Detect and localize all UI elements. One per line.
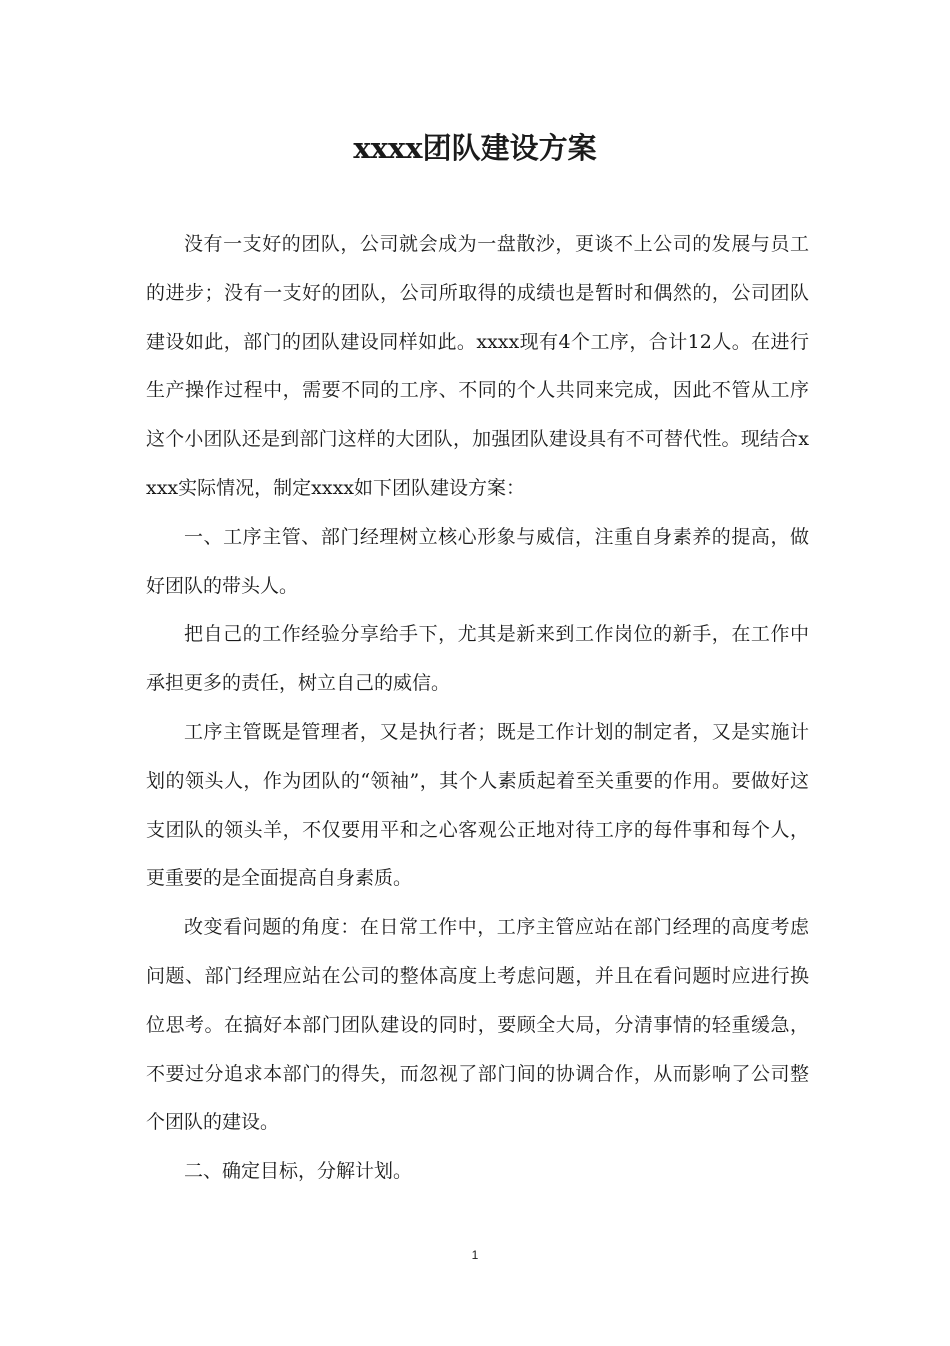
document-body <box>146 220 809 1196</box>
paragraph-intro: 没有一支好的团队，公司就会成为一盘散沙，更谈不上公司的发展与员工的进步；没有一支好的团队，公司所取得的成绩也是暂时和偶然的，公司团队建设如此，部门的团队建设同样如此。xxxx现有4个工序，合计12人。在进行生产操作过程中，需要不同的工序、不同的个人共同来完成，因此不管从工序这个小团队还是到部门这样的大团队，加强团队建设具有不可替代性。现结合xxxx实际情况，制定xxxx如下团队建设方案： <box>146 233 809 499</box>
paragraph-section-two-heading: 二、确定目标，分解计划。 <box>184 1160 413 1183</box>
paragraph-section-one-heading: 一、工序主管、部门经理树立核心形象与威信，注重自身素养的提高，做好团队的带头人。 <box>146 525 809 597</box>
paragraph-change-perspective: 改变看问题的角度：在日常工作中，工序主管应站在部门经理的高度考虑问题、部门经理应站在公司的整体高度上考虑问题，并且在看问题时应进行换位思考。在搞好本部门团队建设的同时，要顾全大局，分清事情的轻重缓急，不要过分追求本部门的得失，而忽视了部门间的协调合作，从而影响了公司整个团队的建设。 <box>146 916 809 1134</box>
document-title: xxxx团队建设方案 <box>353 131 597 165</box>
paragraph-share-experience: 把自己的工作经验分享给手下，尤其是新来到工作岗位的新手，在工作中承担更多的责任，树立自己的威信。 <box>146 623 809 695</box>
page-number: 1 <box>471 1248 479 1262</box>
paragraph-supervisor-role: 工序主管既是管理者，又是执行者；既是工作计划的制定者，又是实施计划的领头人，作为团队的“领袖”，其个人素质起着至关重要的作用。要做好这支团队的领头羊，不仅要用平和之心客观公正地对待工序的每件事和每个人，更重要的是全面提高自身素质。 <box>146 720 809 890</box>
